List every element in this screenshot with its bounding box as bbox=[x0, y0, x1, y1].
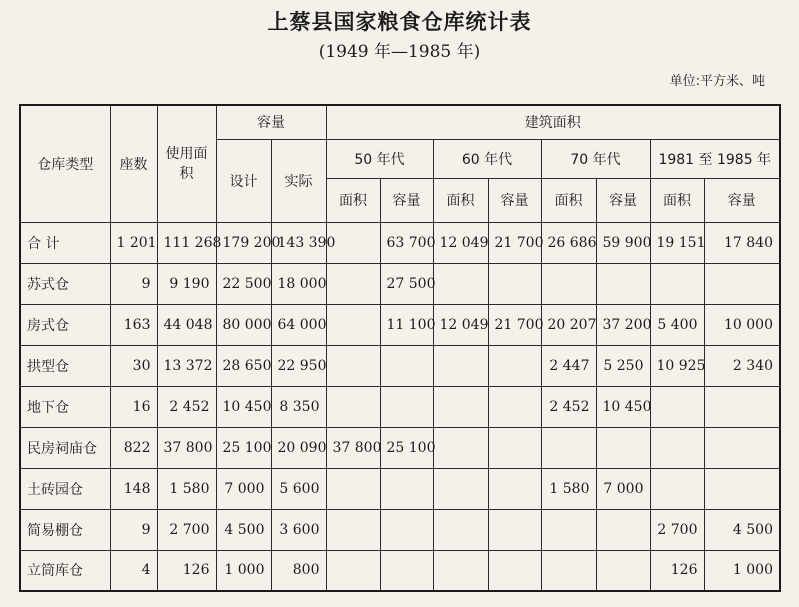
table-row bbox=[20, 304, 780, 345]
cell-c60 bbox=[488, 263, 541, 304]
cell-design: 28 650 bbox=[216, 345, 271, 386]
table-row bbox=[20, 263, 780, 304]
cell-used: 44 048 bbox=[157, 304, 216, 345]
cell-a60 bbox=[433, 345, 488, 386]
cell-actual: 3 600 bbox=[271, 509, 326, 550]
cell-a70: 20 207 bbox=[541, 304, 596, 345]
cell-count: 1 201 bbox=[110, 222, 157, 263]
cell-design: 80 000 bbox=[216, 304, 271, 345]
cell-c81: 4 500 bbox=[704, 509, 780, 550]
cell-a81 bbox=[650, 386, 704, 427]
cell-a50 bbox=[326, 304, 380, 345]
cell-a60 bbox=[433, 427, 488, 468]
header-design: 设计 bbox=[216, 139, 271, 222]
cell-actual: 64 000 bbox=[271, 304, 326, 345]
table-row bbox=[20, 345, 780, 386]
cell-c70 bbox=[596, 509, 650, 550]
cell-c50: 63 700 bbox=[380, 222, 433, 263]
cell-c50: 27 500 bbox=[380, 263, 433, 304]
cell-a60 bbox=[433, 509, 488, 550]
cell-name: 合 计 bbox=[20, 222, 110, 263]
cell-design: 7 000 bbox=[216, 468, 271, 509]
table-row bbox=[20, 550, 780, 591]
cell-c70 bbox=[596, 263, 650, 304]
header-cap-70: 容量 bbox=[596, 178, 650, 222]
cell-design: 10 450 bbox=[216, 386, 271, 427]
header-cap-50: 容量 bbox=[380, 178, 433, 222]
cell-used: 37 800 bbox=[157, 427, 216, 468]
page-subtitle: (1949 年—1985 年) bbox=[318, 42, 481, 62]
cell-used: 111 268 bbox=[157, 222, 216, 263]
cell-c60 bbox=[488, 509, 541, 550]
cell-name: 立筒库仓 bbox=[20, 550, 110, 591]
cell-c81 bbox=[704, 427, 780, 468]
cell-name: 土砖园仓 bbox=[20, 468, 110, 509]
cell-used: 126 bbox=[157, 550, 216, 591]
cell-actual: 800 bbox=[271, 550, 326, 591]
cell-a60 bbox=[433, 386, 488, 427]
cell-c81: 1 000 bbox=[704, 550, 780, 591]
header-period-81-85: 1981 至 1985 年 bbox=[650, 139, 780, 178]
cell-a81 bbox=[650, 263, 704, 304]
cell-c70 bbox=[596, 427, 650, 468]
cell-count: 9 bbox=[110, 263, 157, 304]
cell-used: 1 580 bbox=[157, 468, 216, 509]
cell-a81: 10 925 bbox=[650, 345, 704, 386]
header-capacity: 容量 bbox=[216, 105, 326, 139]
cell-c50 bbox=[380, 386, 433, 427]
table-row bbox=[20, 509, 780, 550]
cell-a81: 2 700 bbox=[650, 509, 704, 550]
header-count: 座数 bbox=[110, 105, 157, 222]
cell-a60: 12 049 bbox=[433, 222, 488, 263]
cell-a81: 19 151 bbox=[650, 222, 704, 263]
cell-c50 bbox=[380, 468, 433, 509]
cell-c50: 25 100 bbox=[380, 427, 433, 468]
cell-actual: 20 090 bbox=[271, 427, 326, 468]
cell-design: 179 200 bbox=[216, 222, 271, 263]
header-decade-50: 50 年代 bbox=[326, 139, 433, 178]
cell-count: 4 bbox=[110, 550, 157, 591]
cell-c81 bbox=[704, 468, 780, 509]
cell-c81: 2 340 bbox=[704, 345, 780, 386]
cell-a81 bbox=[650, 468, 704, 509]
cell-design: 25 100 bbox=[216, 427, 271, 468]
cell-a50 bbox=[326, 345, 380, 386]
cell-c60 bbox=[488, 345, 541, 386]
cell-a50 bbox=[326, 468, 380, 509]
header-used-area: 使用面积 bbox=[157, 105, 216, 222]
cell-a60 bbox=[433, 468, 488, 509]
cell-c70 bbox=[596, 550, 650, 591]
table-row bbox=[20, 468, 780, 509]
cell-used: 13 372 bbox=[157, 345, 216, 386]
cell-a70: 2 447 bbox=[541, 345, 596, 386]
header-cap-81: 容量 bbox=[704, 178, 780, 222]
cell-c70: 10 450 bbox=[596, 386, 650, 427]
cell-c70: 37 200 bbox=[596, 304, 650, 345]
table-row bbox=[20, 222, 780, 263]
cell-a70: 1 580 bbox=[541, 468, 596, 509]
cell-c50: 11 100 bbox=[380, 304, 433, 345]
cell-c70: 7 000 bbox=[596, 468, 650, 509]
cell-count: 30 bbox=[110, 345, 157, 386]
cell-name: 房式仓 bbox=[20, 304, 110, 345]
table-body bbox=[20, 222, 780, 591]
cell-actual: 8 350 bbox=[271, 386, 326, 427]
cell-c60: 21 700 bbox=[488, 222, 541, 263]
cell-a70 bbox=[541, 427, 596, 468]
cell-name: 地下仓 bbox=[20, 386, 110, 427]
cell-a81 bbox=[650, 427, 704, 468]
cell-name: 民房祠庙仓 bbox=[20, 427, 110, 468]
cell-c60: 21 700 bbox=[488, 304, 541, 345]
header-decade-60: 60 年代 bbox=[433, 139, 541, 178]
unit-note: 单位:平方米、吨 bbox=[669, 74, 765, 89]
cell-count: 163 bbox=[110, 304, 157, 345]
cell-count: 9 bbox=[110, 509, 157, 550]
cell-name: 简易棚仓 bbox=[20, 509, 110, 550]
cell-used: 9 190 bbox=[157, 263, 216, 304]
cell-used: 2 700 bbox=[157, 509, 216, 550]
cell-c81 bbox=[704, 386, 780, 427]
cell-design: 1 000 bbox=[216, 550, 271, 591]
cell-a50 bbox=[326, 386, 380, 427]
cell-c60 bbox=[488, 550, 541, 591]
cell-c70: 59 900 bbox=[596, 222, 650, 263]
cell-actual: 143 390 bbox=[271, 222, 326, 263]
cell-a50: 37 800 bbox=[326, 427, 380, 468]
cell-actual: 18 000 bbox=[271, 263, 326, 304]
cell-actual: 5 600 bbox=[271, 468, 326, 509]
header-building-area: 建筑面积 bbox=[326, 105, 780, 139]
table-row bbox=[20, 386, 780, 427]
cell-design: 22 500 bbox=[216, 263, 271, 304]
cell-a81: 126 bbox=[650, 550, 704, 591]
header-actual: 实际 bbox=[271, 139, 326, 222]
cell-a70 bbox=[541, 550, 596, 591]
cell-used: 2 452 bbox=[157, 386, 216, 427]
cell-a50 bbox=[326, 509, 380, 550]
cell-a70: 26 686 bbox=[541, 222, 596, 263]
cell-c70: 5 250 bbox=[596, 345, 650, 386]
cell-c81 bbox=[704, 263, 780, 304]
warehouse-statistics-table bbox=[19, 104, 781, 592]
cell-c50 bbox=[380, 345, 433, 386]
cell-a70: 2 452 bbox=[541, 386, 596, 427]
cell-a50 bbox=[326, 263, 380, 304]
header-cap-60: 容量 bbox=[488, 178, 541, 222]
cell-a81: 5 400 bbox=[650, 304, 704, 345]
cell-a60 bbox=[433, 550, 488, 591]
cell-a50 bbox=[326, 550, 380, 591]
header-area-60: 面积 bbox=[433, 178, 488, 222]
cell-count: 16 bbox=[110, 386, 157, 427]
cell-count: 822 bbox=[110, 427, 157, 468]
page-title: 上蔡县国家粮食仓库统计表 bbox=[267, 10, 532, 34]
cell-a70 bbox=[541, 509, 596, 550]
table-row bbox=[20, 427, 780, 468]
cell-c81: 10 000 bbox=[704, 304, 780, 345]
cell-c60 bbox=[488, 386, 541, 427]
cell-count: 148 bbox=[110, 468, 157, 509]
cell-a70 bbox=[541, 263, 596, 304]
cell-a60 bbox=[433, 263, 488, 304]
cell-design: 4 500 bbox=[216, 509, 271, 550]
header-area-50: 面积 bbox=[326, 178, 380, 222]
cell-a60: 12 049 bbox=[433, 304, 488, 345]
cell-c50 bbox=[380, 509, 433, 550]
cell-c60 bbox=[488, 468, 541, 509]
cell-actual: 22 950 bbox=[271, 345, 326, 386]
cell-c81: 17 840 bbox=[704, 222, 780, 263]
cell-name: 拱型仓 bbox=[20, 345, 110, 386]
cell-c60 bbox=[488, 427, 541, 468]
header-area-81: 面积 bbox=[650, 178, 704, 222]
cell-c50 bbox=[380, 550, 433, 591]
header-warehouse-type: 仓库类型 bbox=[20, 105, 110, 222]
header-decade-70: 70 年代 bbox=[541, 139, 650, 178]
header-area-70: 面积 bbox=[541, 178, 596, 222]
cell-name: 苏式仓 bbox=[20, 263, 110, 304]
